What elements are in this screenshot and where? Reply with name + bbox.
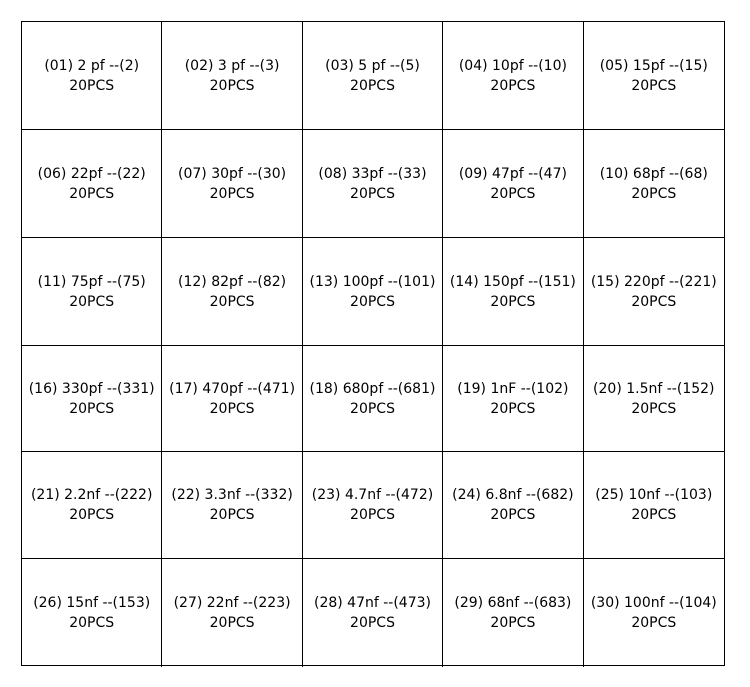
table-cell: [162, 130, 302, 238]
cell-quantity: 20PCS: [490, 400, 536, 417]
cell-quantity: 20PCS: [490, 185, 536, 202]
table-cell: [584, 559, 724, 667]
table-cell: [443, 238, 583, 346]
cell-label: (16) 330pf --(331): [28, 380, 155, 397]
cell-label: (08) 33pf --(33): [318, 165, 427, 182]
cell-quantity: 20PCS: [350, 400, 395, 417]
table-cell: [162, 238, 302, 346]
cell-label: (12) 82pf --(82): [178, 273, 287, 290]
cell-quantity: 20PCS: [490, 507, 536, 523]
cell-label: (21) 2.2nf --(222): [30, 487, 153, 503]
cell-label: (04) 10pf --(10): [458, 57, 567, 74]
table-cell: [162, 346, 302, 452]
cell-quantity: 20PCS: [69, 507, 115, 523]
cell-label: (11) 75pf --(75): [37, 273, 146, 290]
cell-label: (28) 47nf --(473): [313, 595, 431, 611]
cell-quantity: 20PCS: [69, 615, 115, 631]
table-cell: [443, 452, 583, 559]
cell-quantity: 20PCS: [69, 185, 115, 202]
cell-quantity: 20PCS: [631, 77, 677, 94]
cell-quantity: 20PCS: [69, 77, 115, 94]
table-cell: [303, 346, 443, 452]
cell-label: (25) 10nf --(103): [595, 487, 713, 503]
cell-quantity: 20PCS: [209, 615, 255, 631]
capacitor-table: [21, 21, 725, 666]
cell-quantity: 20PCS: [490, 615, 536, 631]
cell-label: (06) 22pf --(22): [37, 165, 146, 182]
cell-quantity: 20PCS: [350, 185, 395, 202]
table-cell: [22, 559, 162, 667]
table-cell: [22, 238, 162, 346]
cell-quantity: 20PCS: [631, 293, 677, 310]
cell-quantity: 20PCS: [350, 507, 395, 523]
cell-label: (01) 2 pf --(2): [44, 57, 140, 74]
cell-label: (20) 1.5nf --(152): [593, 380, 715, 397]
cell-quantity: 20PCS: [631, 185, 677, 202]
cell-label: (26) 15nf --(153): [33, 595, 151, 611]
table-cell: [443, 130, 583, 238]
cell-label: (30) 100nf --(104): [590, 595, 717, 611]
cell-label: (18) 680pf --(681): [309, 380, 436, 397]
cell-quantity: 20PCS: [490, 293, 536, 310]
cell-label: (15) 220pf --(221): [590, 273, 717, 290]
cell-quantity: 20PCS: [209, 293, 255, 310]
table-cell: [584, 22, 724, 130]
cell-quantity: 20PCS: [209, 185, 255, 202]
table-cell: [22, 22, 162, 130]
cell-label: (29) 68nf --(683): [454, 595, 572, 611]
cell-label: (02) 3 pf --(3): [184, 57, 280, 74]
cell-label: (09) 47pf --(47): [458, 165, 567, 182]
cell-label: (05) 15pf --(15): [599, 57, 708, 74]
table-cell: [443, 22, 583, 130]
table-cell: [162, 452, 302, 559]
cell-quantity: 20PCS: [350, 293, 395, 310]
cell-label: (10) 68pf --(68): [599, 165, 708, 182]
cell-label: (23) 4.7nf --(472): [311, 487, 434, 503]
cell-quantity: 20PCS: [209, 77, 255, 94]
cell-label: (07) 30pf --(30): [178, 165, 287, 182]
table-cell: [22, 346, 162, 452]
cell-label: (13) 100pf --(101): [309, 273, 436, 290]
cell-quantity: 20PCS: [350, 615, 395, 631]
cell-quantity: 20PCS: [631, 400, 677, 417]
table-cell: [303, 238, 443, 346]
cell-label: (27) 22nf --(223): [173, 595, 291, 611]
cell-quantity: 20PCS: [69, 293, 115, 310]
table-cell: [303, 452, 443, 559]
table-cell: [22, 130, 162, 238]
table-cell: [162, 559, 302, 667]
cell-quantity: 20PCS: [350, 77, 395, 94]
cell-label: (03) 5 pf --(5): [325, 57, 420, 74]
cell-quantity: 20PCS: [631, 615, 677, 631]
table-cell: [22, 452, 162, 559]
cell-quantity: 20PCS: [631, 507, 677, 523]
cell-quantity: 20PCS: [209, 507, 255, 523]
table-cell: [584, 238, 724, 346]
table-cell: [162, 22, 302, 130]
cell-quantity: 20PCS: [69, 400, 115, 417]
table-cell: [584, 452, 724, 559]
table-cell: [303, 130, 443, 238]
table-cell: [443, 346, 583, 452]
cell-quantity: 20PCS: [209, 400, 255, 417]
cell-label: (19) 1nF --(102): [457, 380, 569, 397]
table-cell: [303, 559, 443, 667]
table-cell: [584, 130, 724, 238]
cell-label: (24) 6.8nf --(682): [452, 487, 574, 503]
cell-label: (14) 150pf --(151): [449, 273, 576, 290]
cell-quantity: 20PCS: [490, 77, 536, 94]
table-cell: [303, 22, 443, 130]
cell-label: (22) 3.3nf --(332): [171, 487, 293, 503]
table-cell: [584, 346, 724, 452]
table-cell: [443, 559, 583, 667]
cell-label: (17) 470pf --(471): [169, 380, 296, 397]
